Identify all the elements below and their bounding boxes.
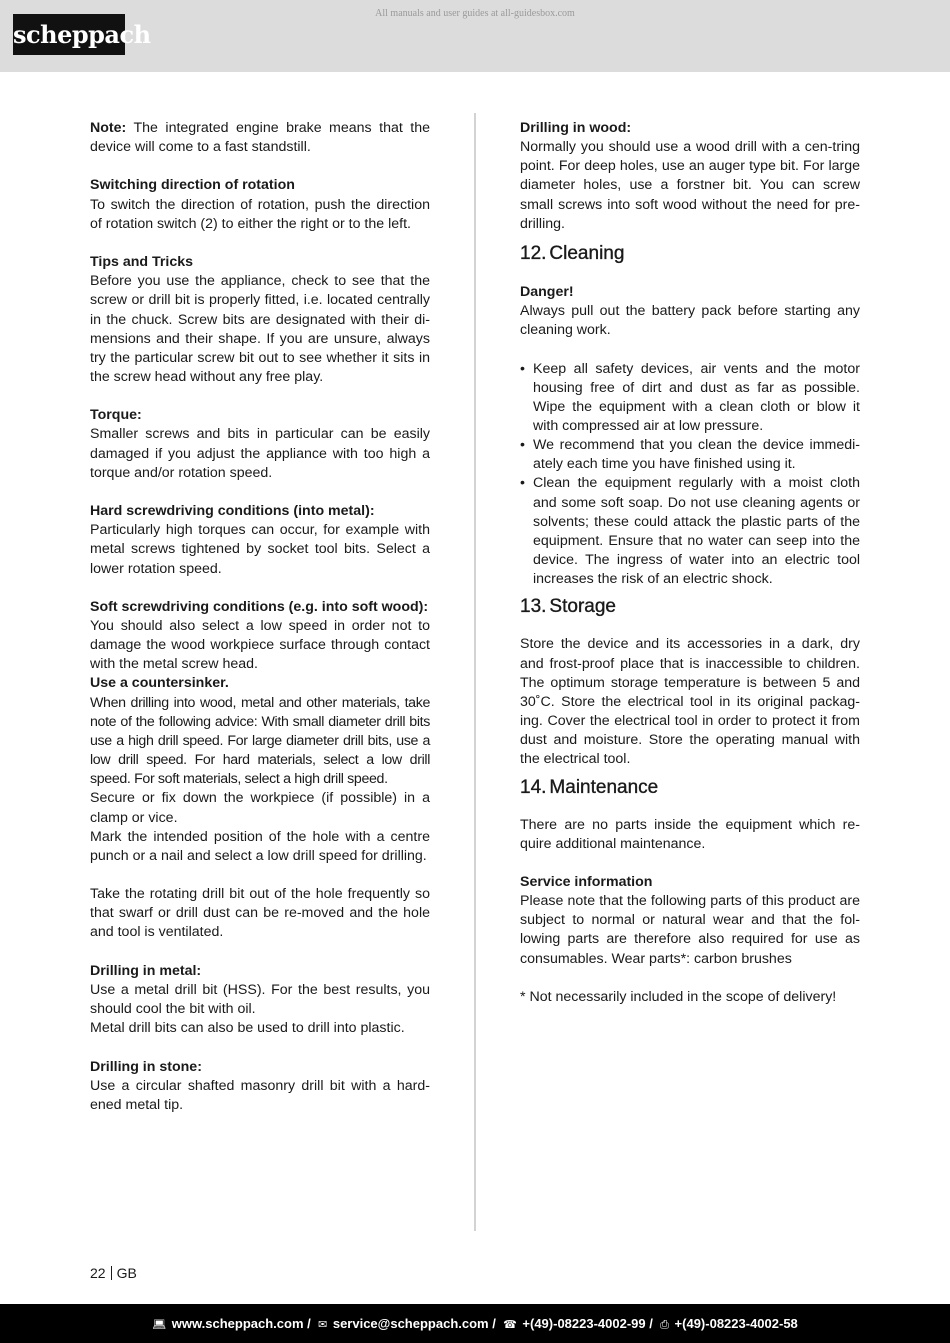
footer-fax: +(49)-08223-4002-58 — [674, 1316, 798, 1331]
plastic-text: Metal drill bits can also be used to drill into plastic. — [90, 1020, 405, 1037]
footer-separator: / — [645, 1316, 657, 1331]
watermark-text: All manuals and user guides at all-guidesbox.com — [375, 8, 575, 19]
section-storage-number: 13. — [520, 596, 547, 618]
drilling-metal-heading: Drilling in metal: — [90, 962, 202, 979]
drilling-wood-heading: Drilling in wood: — [520, 120, 632, 136]
list-item: • We recommend that you clean the device immedi-ately each time you have finished using it. — [520, 436, 860, 474]
torque-text: Smaller screws and bits in particular can be easily damaged if you adjust the appliance with too high a torque and/or rotation speed. — [90, 426, 430, 481]
service-heading: Service information — [520, 873, 653, 890]
section-maintenance-title — [520, 776, 860, 800]
footer-separator: / — [303, 1316, 315, 1331]
danger-text: Always pull out the battery pack before starting any cleaning work. — [520, 303, 860, 339]
maintenance-text: There are no parts inside the equipment which re-quire additional maintenance. — [520, 816, 860, 852]
footer-email[interactable]: service@scheppach.com — [332, 1316, 489, 1331]
switching-heading: Switching direction of rotation — [90, 177, 295, 194]
section-maintenance-number: 14. — [520, 776, 547, 798]
drilling-stone-text: Use a circular shafted masonry drill bit with a hard-ened metal tip. — [90, 1077, 430, 1113]
section-cleaning-number: 12. — [520, 242, 547, 264]
drilling-metal-text: Use a metal drill bit (HSS). For the best results, you should cool the bit with oil. — [90, 981, 430, 1018]
countersinker-heading: Use a countersinker. — [90, 675, 229, 692]
scheppach-logo: scheppach — [13, 14, 125, 55]
cleaning-bullet-list — [520, 360, 860, 590]
page-number — [90, 1265, 137, 1281]
mail-icon: ✉︎ — [318, 1319, 328, 1331]
drilling-wood-text: Normally you should use a wood drill with a cen-tring point. For deep holes, use an auger type bit. For large diameter holes, use a forstner bit. You can screw small screws into soft wood without the need for pre-drilling. — [520, 139, 860, 232]
note-label: Note: — [90, 120, 127, 136]
tips-heading: Tips and Tricks — [90, 254, 194, 271]
computer-icon: 💻︎ — [152, 1319, 167, 1331]
torque-heading: Torque: — [90, 407, 142, 424]
hard-screwdriving-text: Particularly high torques can occur, for example with metal screws tightened by socket tool bits. Select a lower rotation speed. — [90, 522, 430, 577]
section-storage-title — [520, 595, 860, 619]
note-paragraph — [90, 119, 430, 157]
countersinker-text: When drilling into wood, metal and other materials, take note of the following advice: With small diameter drill bits use a high drill speed. For large diameter drill bits, use a low drill speed. For hard materials, select a low drill speed. For soft materials, select a high drill speed. — [90, 694, 430, 788]
right-column — [520, 119, 860, 1007]
rotating-text: Take the rotating drill bit out of the hole frequently so that swarf or drill dust can be re-moved and the hole and tool is ventilated. — [90, 886, 430, 941]
page-footer — [0, 1304, 950, 1343]
switching-text: To switch the direction of rotation, push the direction of rotation switch (2) to either the right or to the left. — [90, 196, 430, 232]
drilling-stone-heading: Drilling in stone: — [90, 1058, 202, 1075]
tips-text: Before you use the appliance, check to see that the screw or drill bit is properly fitted, i.e. located centrally in the chuck. Screw bits are designated with their di-mensions and their shape. If you are unsure, always try the particular screw bit out to see whether it sits in the screw head without any free play. — [90, 273, 430, 385]
list-item: • Keep all safety devices, air vents and the motor housing free of dirt and dust as far as possible. Wipe the equipment with a clean cloth or blow it with compressed air at low pressure. — [520, 360, 860, 437]
left-column — [90, 119, 430, 1115]
footnote: * Not necessarily included in the scope of delivery! — [520, 988, 837, 1005]
storage-text: Store the device and its accessories in a dark, dry and frost-proof place that is inaccessible to children. The optimum storage temperature is between 5 and 30˚C. Store the electrical tool in its original packag-ing. Cover the electrical tool in order to protect it from dust and moisture. Store the operating manual with the electrical tool. — [520, 636, 860, 768]
secure-text: Secure or fix down the workpiece (if possible) in a clamp or vice. — [90, 790, 430, 826]
danger-heading: Danger! — [520, 283, 574, 300]
soft-screwdriving-text: You should also select a low speed in order not to damage the wood workpiece surface through contact with the metal screw head. — [90, 617, 430, 673]
section-cleaning-label: Cleaning — [549, 242, 625, 264]
footer-web[interactable]: www.scheppach.com — [171, 1316, 304, 1331]
footer-phone: +(49)-08223-4002-99 — [522, 1316, 646, 1331]
service-text: Please note that the following parts of this product are subject to normal or natural wear and that the fol-lowing parts are therefore also required for use as consumables. Wear parts*: carbon brushes — [520, 893, 860, 967]
mark-text: Mark the intended position of the hole with a centre punch or a nail and select a low drill speed for drilling. — [90, 828, 430, 864]
list-item: • Clean the equipment regularly with a moist cloth and some soft soap. Do not use cleaning agents or solvents; these could attack the plastic parts of the equipment. Ensure that no water can seep into the device. The ingress of water into an electric tool increases the risk of an electric shock. — [520, 474, 860, 589]
note-text: The integrated engine brake means that the device will come to a fast standstill. — [90, 120, 430, 156]
section-cleaning-title — [520, 242, 860, 266]
section-storage-label: Storage — [549, 596, 616, 618]
hard-screwdriving-heading: Hard screwdriving conditions (into metal): — [90, 503, 375, 520]
page-language: GB — [116, 1265, 137, 1281]
page-number-separator — [111, 1266, 112, 1280]
page-number-value: 22 — [90, 1265, 106, 1281]
phone-icon: ☎︎ — [503, 1319, 517, 1331]
footer-separator: / — [488, 1316, 500, 1331]
soft-screwdriving-heading: Soft screwdriving conditions (e.g. into soft wood): — [90, 598, 429, 615]
section-maintenance-label: Maintenance — [549, 776, 659, 798]
fax-icon: ⎙ — [660, 1319, 669, 1331]
page-header — [0, 0, 950, 72]
column-divider — [474, 113, 476, 1231]
